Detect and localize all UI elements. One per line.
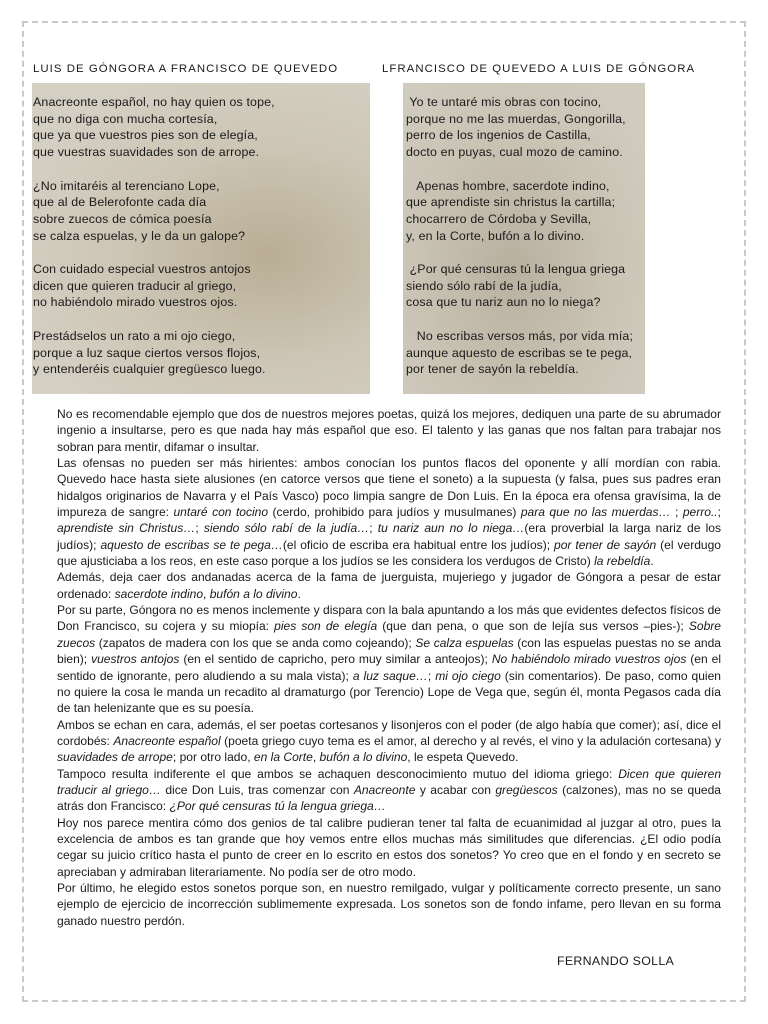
gongora-sonnet: Anacreonte español, no hay quien os tope, que no diga con mucha cortesía, que ya que vuestros pies son de elegía, que vuestras suavidades son de arrope. ¿No imitaréis al terenciano Lope, que al de Belerofonte cada día sobre zuecos de cómica poesía se calza espuelas, y le da un galope? Con cuidado especial vuestros antojos dicen que quieren traducir al griego, no habiéndolo mirado vuestros ojos. Prestádselos un rato a mi ojo ciego, porque a luz saque ciertos versos flojos, y entenderéis cualquier gregüesco luego. <box>33 95 275 377</box>
left-poem-heading: LUIS DE GÓNGORA A FRANCISCO DE QUEVEDO <box>33 63 339 75</box>
essay-paragraph-8: Por último, he elegido estos sonetos porque son, en nuestro remilgado, vulgar y políticamente correcto presente, un sano ejemplo de ejercicio de incorrección sublimemente expresada. Los sonetos son de fondo infame, pero llevan en su forma ganado nuestro perdón. <box>57 880 721 928</box>
essay-paragraph-1: No es recomendable ejemplo que dos de nuestros mejores poetas, quizá los mejores, dediquen una parte de su abrumador ingenio a insultarse, pero es que nada hay más español que eso. El talento y las ganas que nos faltan para trabajar nos sobran para mentir, difamar o insultar. <box>57 407 721 454</box>
essay-paragraph-4: Por su parte, Góngora no es menos inclemente y dispara con la bala apuntando a los más que evidentes defectos físicos de Don Francisco, su cojera y su miopía: pies son de elegía (que dan pena, o que son de lejía sus versos –pies-); Sobre zuecos (zapatos de madera con los que se anda como cojeando); Se calza espuelas (con las espuelas puestas no se anda bien); vuestros antojos (en el sentido de capricho, pero muy similar a anteojos); No habiéndolo mirado vuestros ojos (en el sentido de ignorante, pero aludiendo a su mala vista); a luz saque…; mi ojo ciego (sin comentarios). De paso, como quien no quiere la cosa le manda un recadito al dramaturgo (por Terencio) Lope de Vega que, según él, monta Pegasos cada día de tan helenizante que es su poesía. <box>57 603 721 716</box>
right-poem-heading: LFRANCISCO DE QUEVEDO A LUIS DE GÓNGORA <box>382 63 696 75</box>
essay-paragraph-3: Además, deja caer dos andanadas acerca de la fama de juerguista, mujeriego y jugador de Góngora a pesar de estar ordenado: sacerdote indino, bufón a lo divino. <box>57 570 721 601</box>
essay-paragraph-5: Ambos se echan en cara, además, el ser poetas cortesanos y lisonjeros con el poder (de algo había que comer); así, dice el cordobés: Anacreonte español (poeta griego cuyo tema es el amor, al derecho y al revés, el vino y la adulación cortesana) y suavidades de arrope; por otro lado, en la Corte, bufón a lo divino, le espeta Quevedo. <box>57 717 721 765</box>
essay-paragraph-7: Hoy nos parece mentira cómo dos genios de tal calibre pudieran tener tal falta de ecuanimidad al juzgar al otro, pues la excelencia de ambos es tan grande que hoy vemos entre ellos muchas más similitudes que diferencias. ¿El odio podía cegar su juicio crítico hasta el punto de creer en lo escrito en estos dos sonetos? Yo creo que en el fondo y en secreto se apreciaban y admiraban literariamente. No podía ser de otro modo. <box>57 815 721 879</box>
quevedo-sonnet: Yo te untaré mis obras con tocino, porque no me las muerdas, Gongorilla, perro de los ingenios de Castilla, docto en puyas, cual mozo de camino. Apenas hombre, sacerdote indino, que aprendiste sin christus la cartilla; chocarrero de Córdoba y Sevilla, y, en la Corte, bufón a lo divino. ¿Por qué censuras tú la lengua griega siendo sólo rabí de la judía, cosa que tu nariz aun no lo niega? No escribas versos más, por vida mía; aunque aquesto de escribas se te pega, por tener de sayón la rebeldía. <box>406 95 634 377</box>
author-signature: FERNANDO SOLLA <box>557 954 675 968</box>
essay-paragraph-2: Las ofensas no pueden ser más hirientes: ambos conocían los puntos flacos del oponente y allí mordían con rabia. Quevedo hace hasta siete alusiones (en catorce versos que tiene el soneto) a la supuesta (y falsa, pues sus padres eran hidalgos originarios de Navarra y el País Vasco) poco limpia sangre de Don Luis. En la época era ofensa gravísima, la de impureza de sangre: untaré con tocino (cerdo, prohibido para judíos y musulmanes) para que no las muerdas… ; perro..; aprendiste sin Christus…; siendo sólo rabí de la judía…; tu nariz aun no lo niega…(era proverbial la larga nariz de los judíos); aquesto de escribas se te pega…(el oficio de escriba era habitual entre los judíos); por tener de sayón (el verdugo que ajusticiaba a los reos, en este caso porque a los judíos se les considera los verdugos de Cristo) la rebeldía. <box>57 456 722 569</box>
essay-body <box>57 406 721 929</box>
essay-paragraph-6: Tampoco resulta indiferente el que ambos se achaquen desconocimiento mutuo del idioma griego: Dicen que quieren traducir al griego… dice Don Luis, tras comenzar con Anacreonte y acabar con gregüescos (calzones), mas no se queda atrás don Francisco: ¿Por qué censuras tú la lengua griega… <box>57 766 722 814</box>
